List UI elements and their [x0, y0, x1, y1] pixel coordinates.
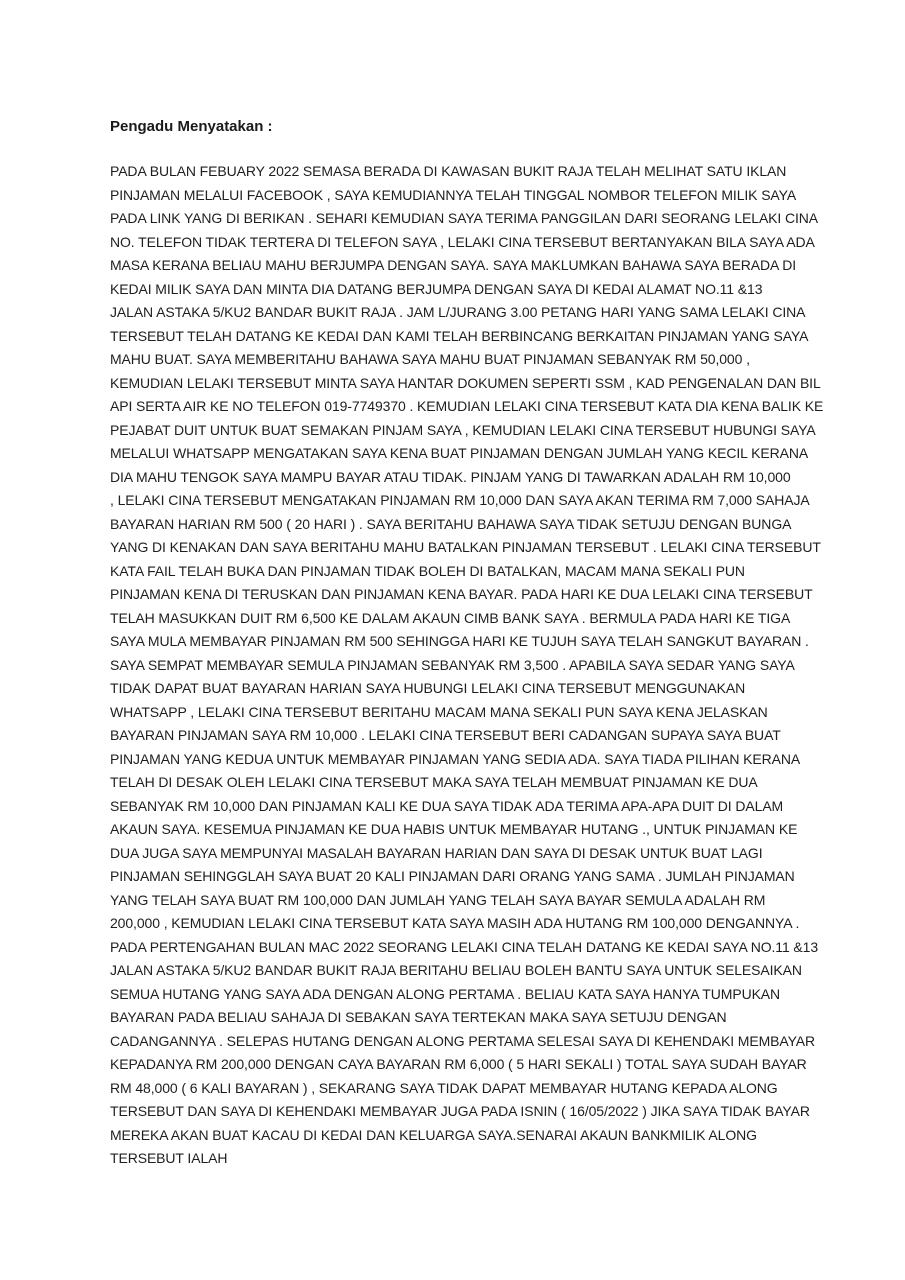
statement-line: MEREKA AKAN BUAT KACAU DI KEDAI DAN KELUARGA SAYA.SENARAI AKAUN BANKMILIK ALONG	[110, 1126, 757, 1143]
statement-line: DUA JUGA SAYA MEMPUNYAI MASALAH BAYARAN HARIAN DAN SAYA DI DESAK UNTUK BUAT LAGI	[110, 844, 763, 861]
statement-line: WHATSAPP , LELAKI CINA TERSEBUT BERITAHU MACAM MANA SEKALI PUN SAYA KENA JELASKAN	[110, 703, 768, 720]
statement-line: , LELAKI CINA TERSEBUT MENGATAKAN PINJAMAN RM 10,000 DAN SAYA AKAN TERIMA RM 7,000 SAHAJA	[110, 492, 810, 508]
statement-line: PADA BULAN FEBUARY 2022 SEMASA BERADA DI KAWASAN BUKIT RAJA TELAH MELIHAT SATU IKLAN	[110, 163, 787, 179]
statement-line: SAYA MULA MEMBAYAR PINJAMAN RM 500 SEHINGGA HARI KE TUJUH SAYA TELAH SANGKUT BAYARAN .	[110, 633, 809, 649]
statement-line: KEPADANYA RM 200,000 DENGAN CAYA BAYARAN RM 6,000 ( 5 HARI SEKALI ) TOTAL SAYA SUDAH BAYAR	[110, 1056, 807, 1072]
statement-line: MELALUI WHATSAPP MENGATAKAN SAYA KENA BUAT PINJAMAN DENGAN JUMLAH YANG KECIL KERANA	[110, 445, 809, 461]
statement-line: PINJAMAN SEHINGGLAH SAYA BUAT 20 KALI PINJAMAN DARI ORANG YANG SAMA . JUMLAH PINJAMAN	[110, 868, 795, 884]
statement-line: YANG DI KENAKAN DAN SAYA BERITAHU MAHU BATALKAN PINJAMAN TERSEBUT . LELAKI CINA TERSEBUT	[110, 539, 821, 555]
statement-line: RM 48,000 ( 6 KALI BAYARAN ) , SEKARANG SAYA TIDAK DAPAT MEMBAYAR HUTANG KEPADA ALONG	[110, 1079, 778, 1096]
statement-line: CADANGANNYA . SELEPAS HUTANG DENGAN ALONG PERTAMA SELESAI SAYA DI KEHENDAKI MEMBAYAR	[110, 1032, 816, 1049]
statement-line: TELAH DI DESAK OLEH LELAKI CINA TERSEBUT MAKA SAYA TELAH MEMBUAT PINJAMAN KE DUA	[110, 774, 758, 790]
statement-line: 200,000 , KEMUDIAN LELAKI CINA TERSEBUT KATA SAYA MASIH ADA HUTANG RM 100,000 DENGANNYA .	[110, 915, 800, 931]
statement-line: PADA PERTENGAHAN BULAN MAC 2022 SEORANG LELAKI CINA TELAH DATANG KE KEDAI SAYA NO.11 &13	[110, 938, 819, 955]
statement-body	[110, 160, 840, 1171]
statement-line: KEDAI MILIK SAYA DAN MINTA DIA DATANG BERJUMPA DENGAN SAYA DI KEDAI ALAMAT NO.11 &13	[110, 280, 763, 297]
statement-line: TIDAK DAPAT BUAT BAYARAN HARIAN SAYA HUBUNGI LELAKI CINA TERSEBUT MENGGUNAKAN	[110, 680, 746, 696]
statement-line: BAYARAN HARIAN RM 500 ( 20 HARI ) . SAYA BERITAHU BAHAWA SAYA TIDAK SETUJU DENGAN BUNGA	[110, 515, 792, 532]
statement-line: SEMUA HUTANG YANG SAYA ADA DENGAN ALONG PERTAMA . BELIAU KATA SAYA HANYA TUMPUKAN	[110, 985, 781, 1002]
statement-line: PEJABAT DUIT UNTUK BUAT SEMAKAN PINJAM SAYA , KEMUDIAN LELAKI CINA TERSEBUT HUBUNGI SAYA	[110, 421, 816, 438]
statement-line: API SERTA AIR KE NO TELEFON 019-7749370 . KEMUDIAN LELAKI CINA TERSEBUT KATA DIA KENA BALIK KE	[110, 398, 824, 414]
statement-line: KATA FAIL TELAH BUKA DAN PINJAMAN TIDAK BOLEH DI BATALKAN, MACAM MANA SEKALI PUN	[110, 562, 745, 579]
statement-line: BAYARAN PINJAMAN SAYA RM 10,000 . LELAKI CINA TERSEBUT BERI CADANGAN SUPAYA SAYA BUAT	[110, 727, 781, 743]
statement-line: AKAUN SAYA. KESEMUA PINJAMAN KE DUA HABIS UNTUK MEMBAYAR HUTANG ., UNTUK PINJAMAN KE	[110, 821, 798, 837]
statement-line: BAYARAN PADA BELIAU SAHAJA DI SEBAKAN SAYA TERTEKAN MAKA SAYA SETUJU DENGAN	[110, 1009, 727, 1025]
statement-line: TERSEBUT DAN SAYA DI KEHENDAKI MEMBAYAR JUGA PADA ISNIN ( 16/05/2022 ) JIKA SAYA TIDAK BAYAR	[110, 1103, 810, 1119]
statement-content	[110, 118, 840, 1171]
statement-line: PINJAMAN MELALUI FACEBOOK , SAYA KEMUDIANNYA TELAH TINGGAL NOMBOR TELEFON MILIK SAYA	[110, 186, 797, 203]
statement-line: DIA MAHU TENGOK SAYA MAMPU BAYAR ATAU TIDAK. PINJAM YANG DI TAWARKAN ADALAH RM 10,000	[110, 468, 791, 485]
statement-heading: Pengadu Menyatakan :	[110, 118, 273, 135]
statement-line: YANG TELAH SAYA BUAT RM 100,000 DAN JUMLAH YANG TELAH SAYA BAYAR SEMULA ADALAH RM	[110, 891, 766, 908]
statement-line: TELAH MASUKKAN DUIT RM 6,500 KE DALAM AKAUN CIMB BANK SAYA . BERMULA PADA HARI KE TIGA	[110, 609, 791, 626]
statement-line: MASA KERANA BELIAU MAHU BERJUMPA DENGAN SAYA. SAYA MAKLUMKAN BAHAWA SAYA BERADA DI	[110, 257, 797, 273]
statement-line: MAHU BUAT. SAYA MEMBERITAHU BAHAWA SAYA MAHU BUAT PINJAMAN SEBANYAK RM 50,000 ,	[110, 351, 750, 367]
statement-line: PINJAMAN KENA DI TERUSKAN DAN PINJAMAN KENA BAYAR. PADA HARI KE DUA LELAKI CINA TERSEBUT	[110, 586, 813, 602]
statement-line: KEMUDIAN LELAKI TERSEBUT MINTA SAYA HANTAR DOKUMEN SEPERTI SSM , KAD PENGENALAN DAN BIL	[110, 374, 821, 391]
statement-line: SAYA SEMPAT MEMBAYAR SEMULA PINJAMAN SEBANYAK RM 3,500 . APABILA SAYA SEDAR YANG SAYA	[110, 656, 795, 673]
statement-line: JALAN ASTAKA 5/KU2 BANDAR BUKIT RAJA BERITAHU BELIAU BOLEH BANTU SAYA UNTUK SELESAIKAN	[110, 962, 802, 978]
statement-line: PADA LINK YANG DI BERIKAN . SEHARI KEMUDIAN SAYA TERIMA PANGGILAN DARI SEORANG LELAKI CINA	[110, 210, 819, 226]
statement-line: PINJAMAN YANG KEDUA UNTUK MEMBAYAR PINJAMAN YANG SEDIA ADA. SAYA TIADA PILIHAN KERANA	[110, 750, 801, 767]
statement-line: SEBANYAK RM 10,000 DAN PINJAMAN KALI KE DUA SAYA TIDAK ADA TERIMA APA-APA DUIT DI DALAM	[110, 797, 784, 814]
statement-line: TERSEBUT TELAH DATANG KE KEDAI DAN KAMI TELAH BERBINCANG BERKAITAN PINJAMAN YANG SAYA	[110, 327, 809, 344]
statement-line: JALAN ASTAKA 5/KU2 BANDAR BUKIT RAJA . JAM L/JURANG 3.00 PETANG HARI YANG SAMA LELAKI CINA	[110, 304, 806, 320]
statement-line: TERSEBUT IALAH	[110, 1150, 228, 1166]
statement-line: NO. TELEFON TIDAK TERTERA DI TELEFON SAYA , LELAKI CINA TERSEBUT BERTANYAKAN BILA SAYA ADA	[110, 233, 815, 250]
